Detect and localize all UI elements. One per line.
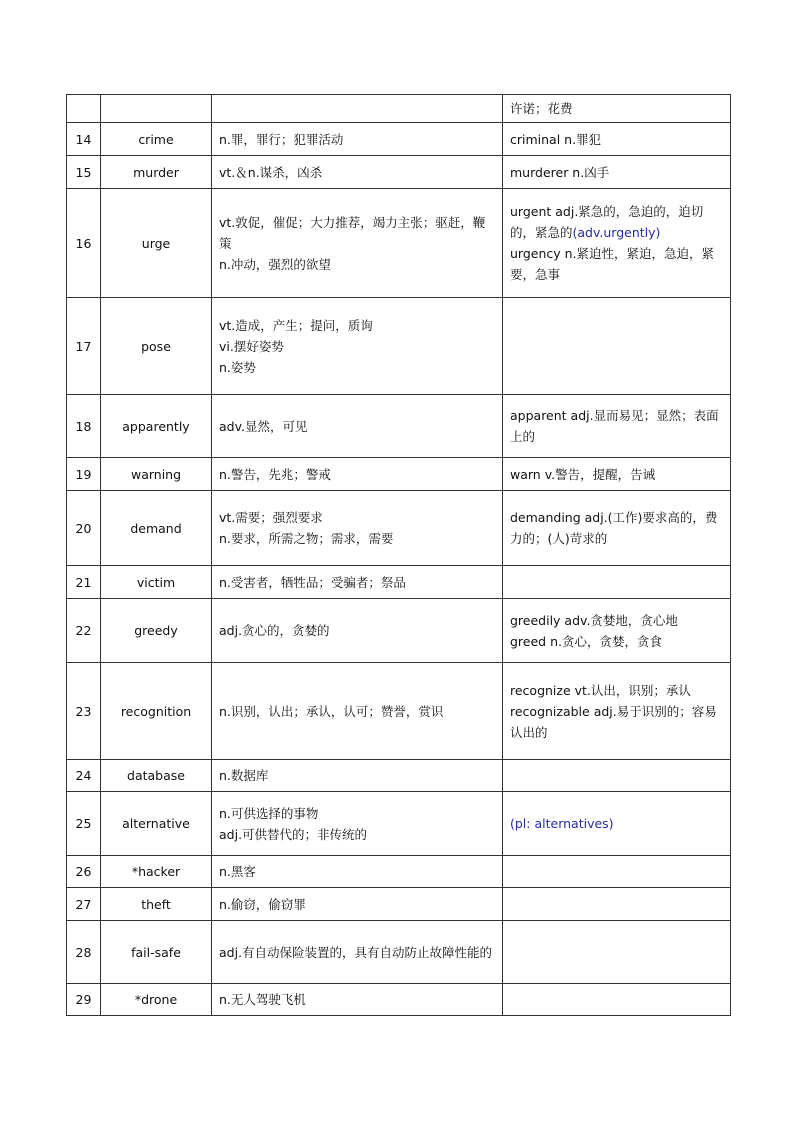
derived-cell: [503, 663, 731, 760]
derived-note: (adv.urgently): [572, 225, 661, 240]
table-row: [67, 599, 731, 663]
row-number: 16: [67, 189, 101, 298]
meaning-line: vt.敦促，催促；大力推荐，竭力主张；驱赶，鞭策: [219, 214, 486, 251]
table-row: [67, 189, 731, 298]
derived-cell: [503, 888, 731, 921]
derived-cell: [503, 760, 731, 792]
derived-cell: warn v.警告，提醒，告诫: [503, 458, 731, 491]
table-row: [67, 123, 731, 156]
word-cell: database: [101, 760, 212, 792]
row-number: 19: [67, 458, 101, 491]
meaning-cell: [212, 95, 503, 123]
derived-text: urgent adj.紧急的，急迫的，迫切的，紧急的: [510, 204, 704, 240]
meaning-line: n.冲动，强烈的欲望: [219, 256, 331, 272]
derived-cell: [503, 921, 731, 984]
meaning-cell: [212, 189, 503, 298]
table-row: [67, 458, 731, 491]
word-cell: theft: [101, 888, 212, 921]
row-number: 18: [67, 395, 101, 458]
meaning-cell: n.受害者，牺牲品；受骗者；祭品: [212, 566, 503, 599]
table-row: [67, 395, 731, 458]
word-cell: recognition: [101, 663, 212, 760]
table-row: [67, 921, 731, 984]
row-number: 20: [67, 491, 101, 566]
derived-cell: (pl: alternatives): [503, 792, 731, 856]
derived-line: recognizable adj.易于识别的；容易认出的: [510, 703, 717, 740]
word-cell: greedy: [101, 599, 212, 663]
derived-cell: 许诺；花费: [503, 95, 731, 123]
table-row: [67, 663, 731, 760]
table-row: [67, 856, 731, 888]
meaning-cell: [212, 792, 503, 856]
row-number: 27: [67, 888, 101, 921]
meaning-cell: n.黑客: [212, 856, 503, 888]
table-row: [67, 792, 731, 856]
meaning-line: vt.需要；强烈要求: [219, 510, 323, 525]
meaning-line: n.姿势: [219, 359, 256, 375]
row-number: 21: [67, 566, 101, 599]
row-number: 29: [67, 984, 101, 1016]
meaning-line: n.要求，所需之物；需求，需要: [219, 531, 394, 546]
word-cell: warning: [101, 458, 212, 491]
derived-cell: criminal n.罪犯: [503, 123, 731, 156]
meaning-cell: n.数据库: [212, 760, 503, 792]
meaning-cell: [212, 491, 503, 566]
derived-cell: [503, 189, 731, 298]
table-row: [67, 491, 731, 566]
meaning-cell: n.警告，先兆；警戒: [212, 458, 503, 491]
meaning-cell: n.无人驾驶飞机: [212, 984, 503, 1016]
row-number: 17: [67, 298, 101, 395]
derived-line: greedily adv.贪婪地，贪心地: [510, 612, 678, 628]
meaning-cell: n.识别，认出；承认，认可；赞誉，赏识: [212, 663, 503, 760]
derived-line: greed n.贪心，贪婪，贪食: [510, 633, 662, 649]
word-cell: pose: [101, 298, 212, 395]
row-number: 25: [67, 792, 101, 856]
meaning-cell: vt.＆n.谋杀，凶杀: [212, 156, 503, 189]
meaning-cell: adv.显然，可见: [212, 395, 503, 458]
word-cell: *drone: [101, 984, 212, 1016]
word-cell: [101, 95, 212, 123]
table-row: [67, 156, 731, 189]
derived-line: [510, 201, 723, 243]
table-row: [67, 95, 731, 123]
meaning-line: adj.可供替代的；非传统的: [219, 826, 368, 842]
meaning-line: n.可供选择的事物: [219, 805, 319, 821]
row-number: 15: [67, 156, 101, 189]
word-cell: victim: [101, 566, 212, 599]
word-cell: urge: [101, 189, 212, 298]
word-cell: murder: [101, 156, 212, 189]
meaning-line: vt.造成，产生；提问，质询: [219, 317, 373, 333]
derived-cell: [503, 298, 731, 395]
meaning-cell: [212, 298, 503, 395]
derived-line: recognize vt.认出，识别；承认: [510, 682, 691, 698]
meaning-cell: adj.贪心的，贪婪的: [212, 599, 503, 663]
word-cell: *hacker: [101, 856, 212, 888]
table-row: [67, 298, 731, 395]
row-number: 24: [67, 760, 101, 792]
derived-cell: apparent adj.显而易见；显然；表面上的: [503, 395, 731, 458]
word-cell: demand: [101, 491, 212, 566]
row-number: 23: [67, 663, 101, 760]
derived-cell: [503, 856, 731, 888]
vocabulary-table: [66, 94, 731, 1016]
derived-cell: murderer n.凶手: [503, 156, 731, 189]
row-number: 14: [67, 123, 101, 156]
derived-line: urgency n.紧迫性，紧迫，急迫，紧要，急事: [510, 246, 715, 282]
row-number: 28: [67, 921, 101, 984]
derived-cell: [503, 599, 731, 663]
word-cell: apparently: [101, 395, 212, 458]
derived-cell: [503, 566, 731, 599]
word-cell: fail-safe: [101, 921, 212, 984]
meaning-cell: n.偷窃，偷窃罪: [212, 888, 503, 921]
derived-cell: demanding adj.(工作)要求高的，费力的；(人)苛求的: [503, 491, 731, 566]
meaning-cell: adj.有自动保险装置的，具有自动防止故障性能的: [212, 921, 503, 984]
table-row: [67, 984, 731, 1016]
word-cell: alternative: [101, 792, 212, 856]
word-cell: crime: [101, 123, 212, 156]
row-number: 22: [67, 599, 101, 663]
row-number: [67, 95, 101, 123]
table-row: [67, 566, 731, 599]
meaning-cell: n.罪，罪行；犯罪活动: [212, 123, 503, 156]
row-number: 26: [67, 856, 101, 888]
table-row: [67, 888, 731, 921]
derived-cell: [503, 984, 731, 1016]
table-row: [67, 760, 731, 792]
meaning-line: vi.摆好姿势: [219, 338, 284, 354]
